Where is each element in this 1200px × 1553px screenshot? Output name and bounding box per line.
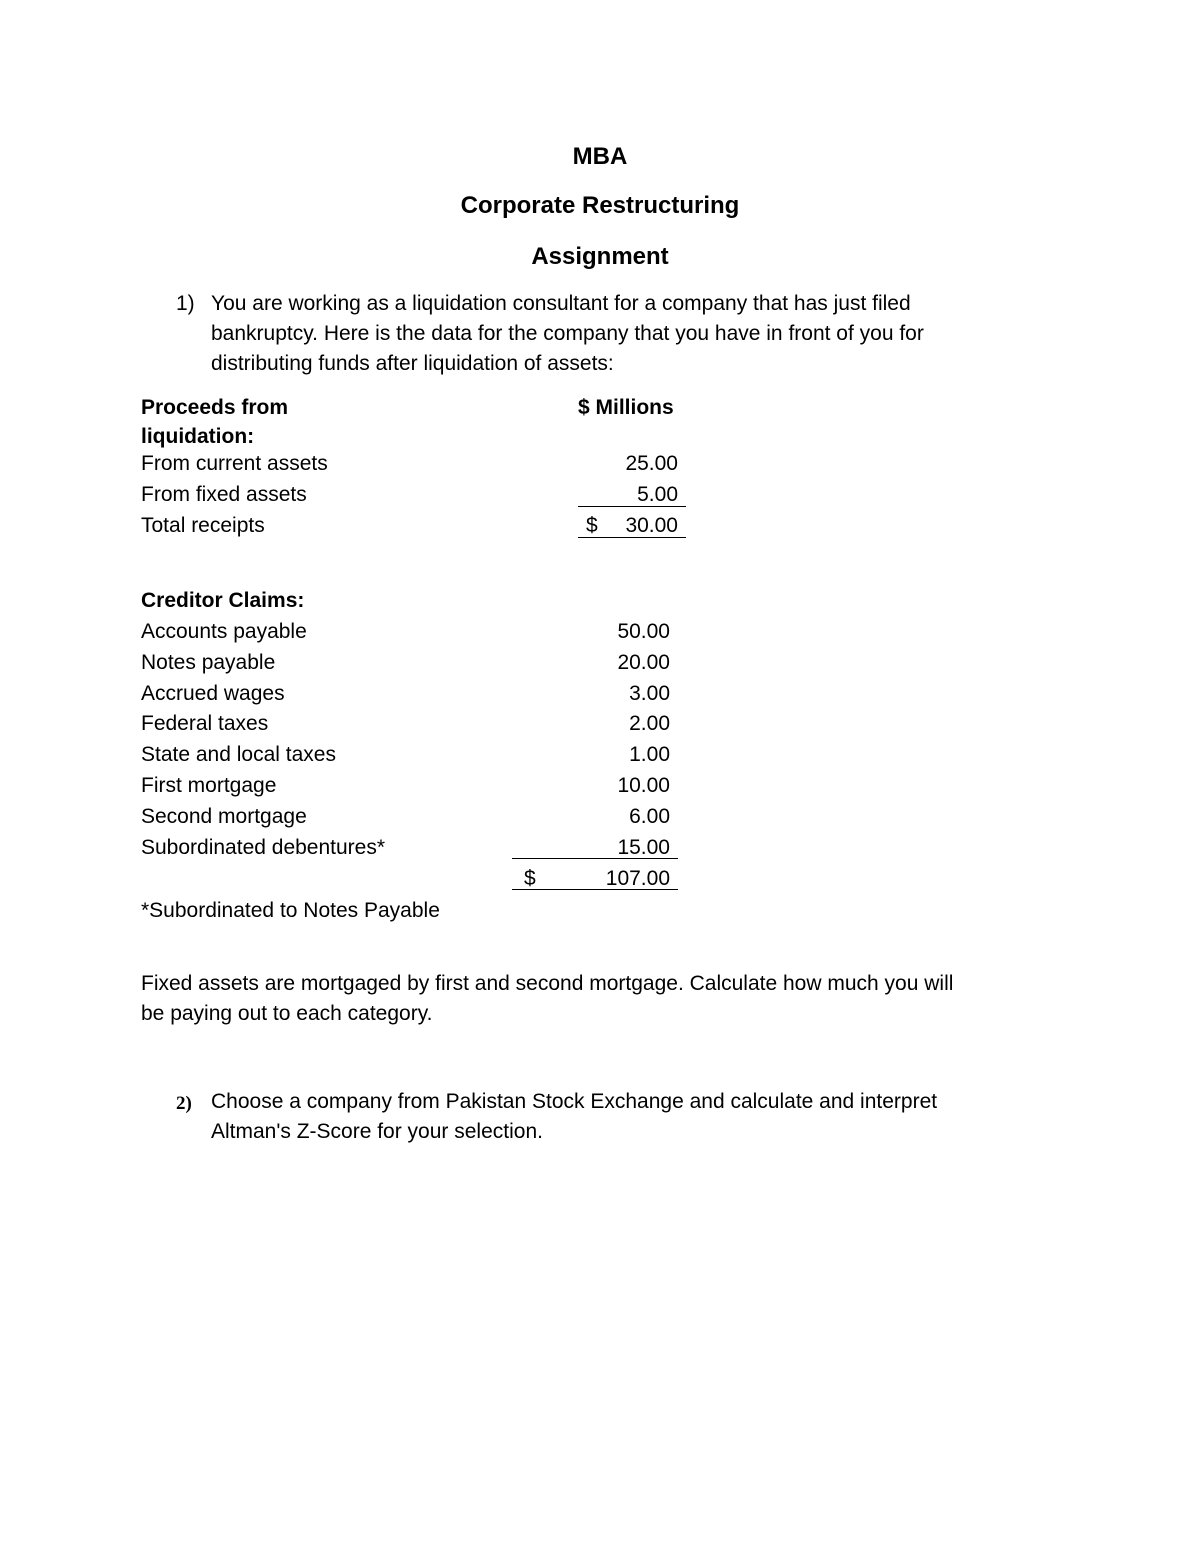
column-heading-millions: $ Millions: [578, 396, 674, 419]
question-1-text-line1: You are working as a liquidation consultant for a company that has just filed: [211, 292, 911, 315]
creditor-claims-heading: Creditor Claims:: [141, 589, 305, 612]
claim-row-value: 2.00: [629, 712, 670, 735]
assignment-title: Assignment: [531, 243, 669, 270]
document-title: MBA: [572, 143, 628, 170]
question-2-text-line1: Choose a company from Pakistan Stock Exchange and calculate and interpret: [211, 1090, 938, 1113]
claim-row-value: 50.00: [617, 620, 670, 643]
question-1-text-line2: bankruptcy. Here is the data for the company that you have in front of you for: [211, 322, 924, 345]
question-1-number: 1): [176, 292, 195, 315]
proceeds-row-label: From current assets: [141, 452, 328, 475]
claim-row-label: State and local taxes: [141, 743, 336, 766]
question-1-text-line3: distributing funds after liquidation of assets:: [211, 352, 614, 375]
total-receipts-label: Total receipts: [141, 514, 265, 537]
total-receipts-currency: $: [586, 514, 598, 537]
total-receipts-value: 30.00: [625, 514, 678, 537]
proceeds-row-value-cell: [578, 480, 686, 507]
question-2-text-line2: Altman's Z-Score for your selection.: [211, 1120, 543, 1143]
proceeds-heading-line2: liquidation:: [141, 425, 255, 448]
claim-row-value: 15.00: [617, 836, 670, 859]
proceeds-heading-line1: Proceeds from: [141, 396, 289, 419]
claim-row-label: Subordinated debentures*: [141, 836, 386, 859]
proceeds-row-value: 5.00: [578, 480, 686, 507]
claim-row-label: Notes payable: [141, 651, 276, 674]
claims-total-currency: $: [524, 867, 536, 890]
claim-row-label: Accounts payable: [141, 620, 307, 643]
question-2-number: 2): [176, 1093, 192, 1114]
claim-row-value: 3.00: [629, 682, 670, 705]
claims-total-cell: [512, 864, 678, 890]
claims-total-value: 107.00: [605, 867, 670, 890]
footnote: *Subordinated to Notes Payable: [141, 899, 440, 922]
proceeds-row-value: 25.00: [625, 452, 678, 475]
instruction-line2: be paying out to each category.: [141, 1002, 433, 1025]
instruction-line1: Fixed assets are mortgaged by first and second mortgage. Calculate how much you will: [141, 972, 954, 995]
claim-row-label: Federal taxes: [141, 712, 269, 735]
course-title: Corporate Restructuring: [460, 192, 740, 219]
claim-row-value: 6.00: [629, 805, 670, 828]
proceeds-row-label: From fixed assets: [141, 483, 307, 506]
claim-row-label: Accrued wages: [141, 682, 285, 705]
claim-row-value: 20.00: [617, 651, 670, 674]
total-receipts-cell: [578, 511, 686, 538]
claim-row-value-cell: [512, 833, 678, 859]
claim-row-label: Second mortgage: [141, 805, 307, 828]
claim-row-value: 10.00: [617, 774, 670, 797]
claim-row-label: First mortgage: [141, 774, 277, 797]
claim-row-value: 1.00: [629, 743, 670, 766]
